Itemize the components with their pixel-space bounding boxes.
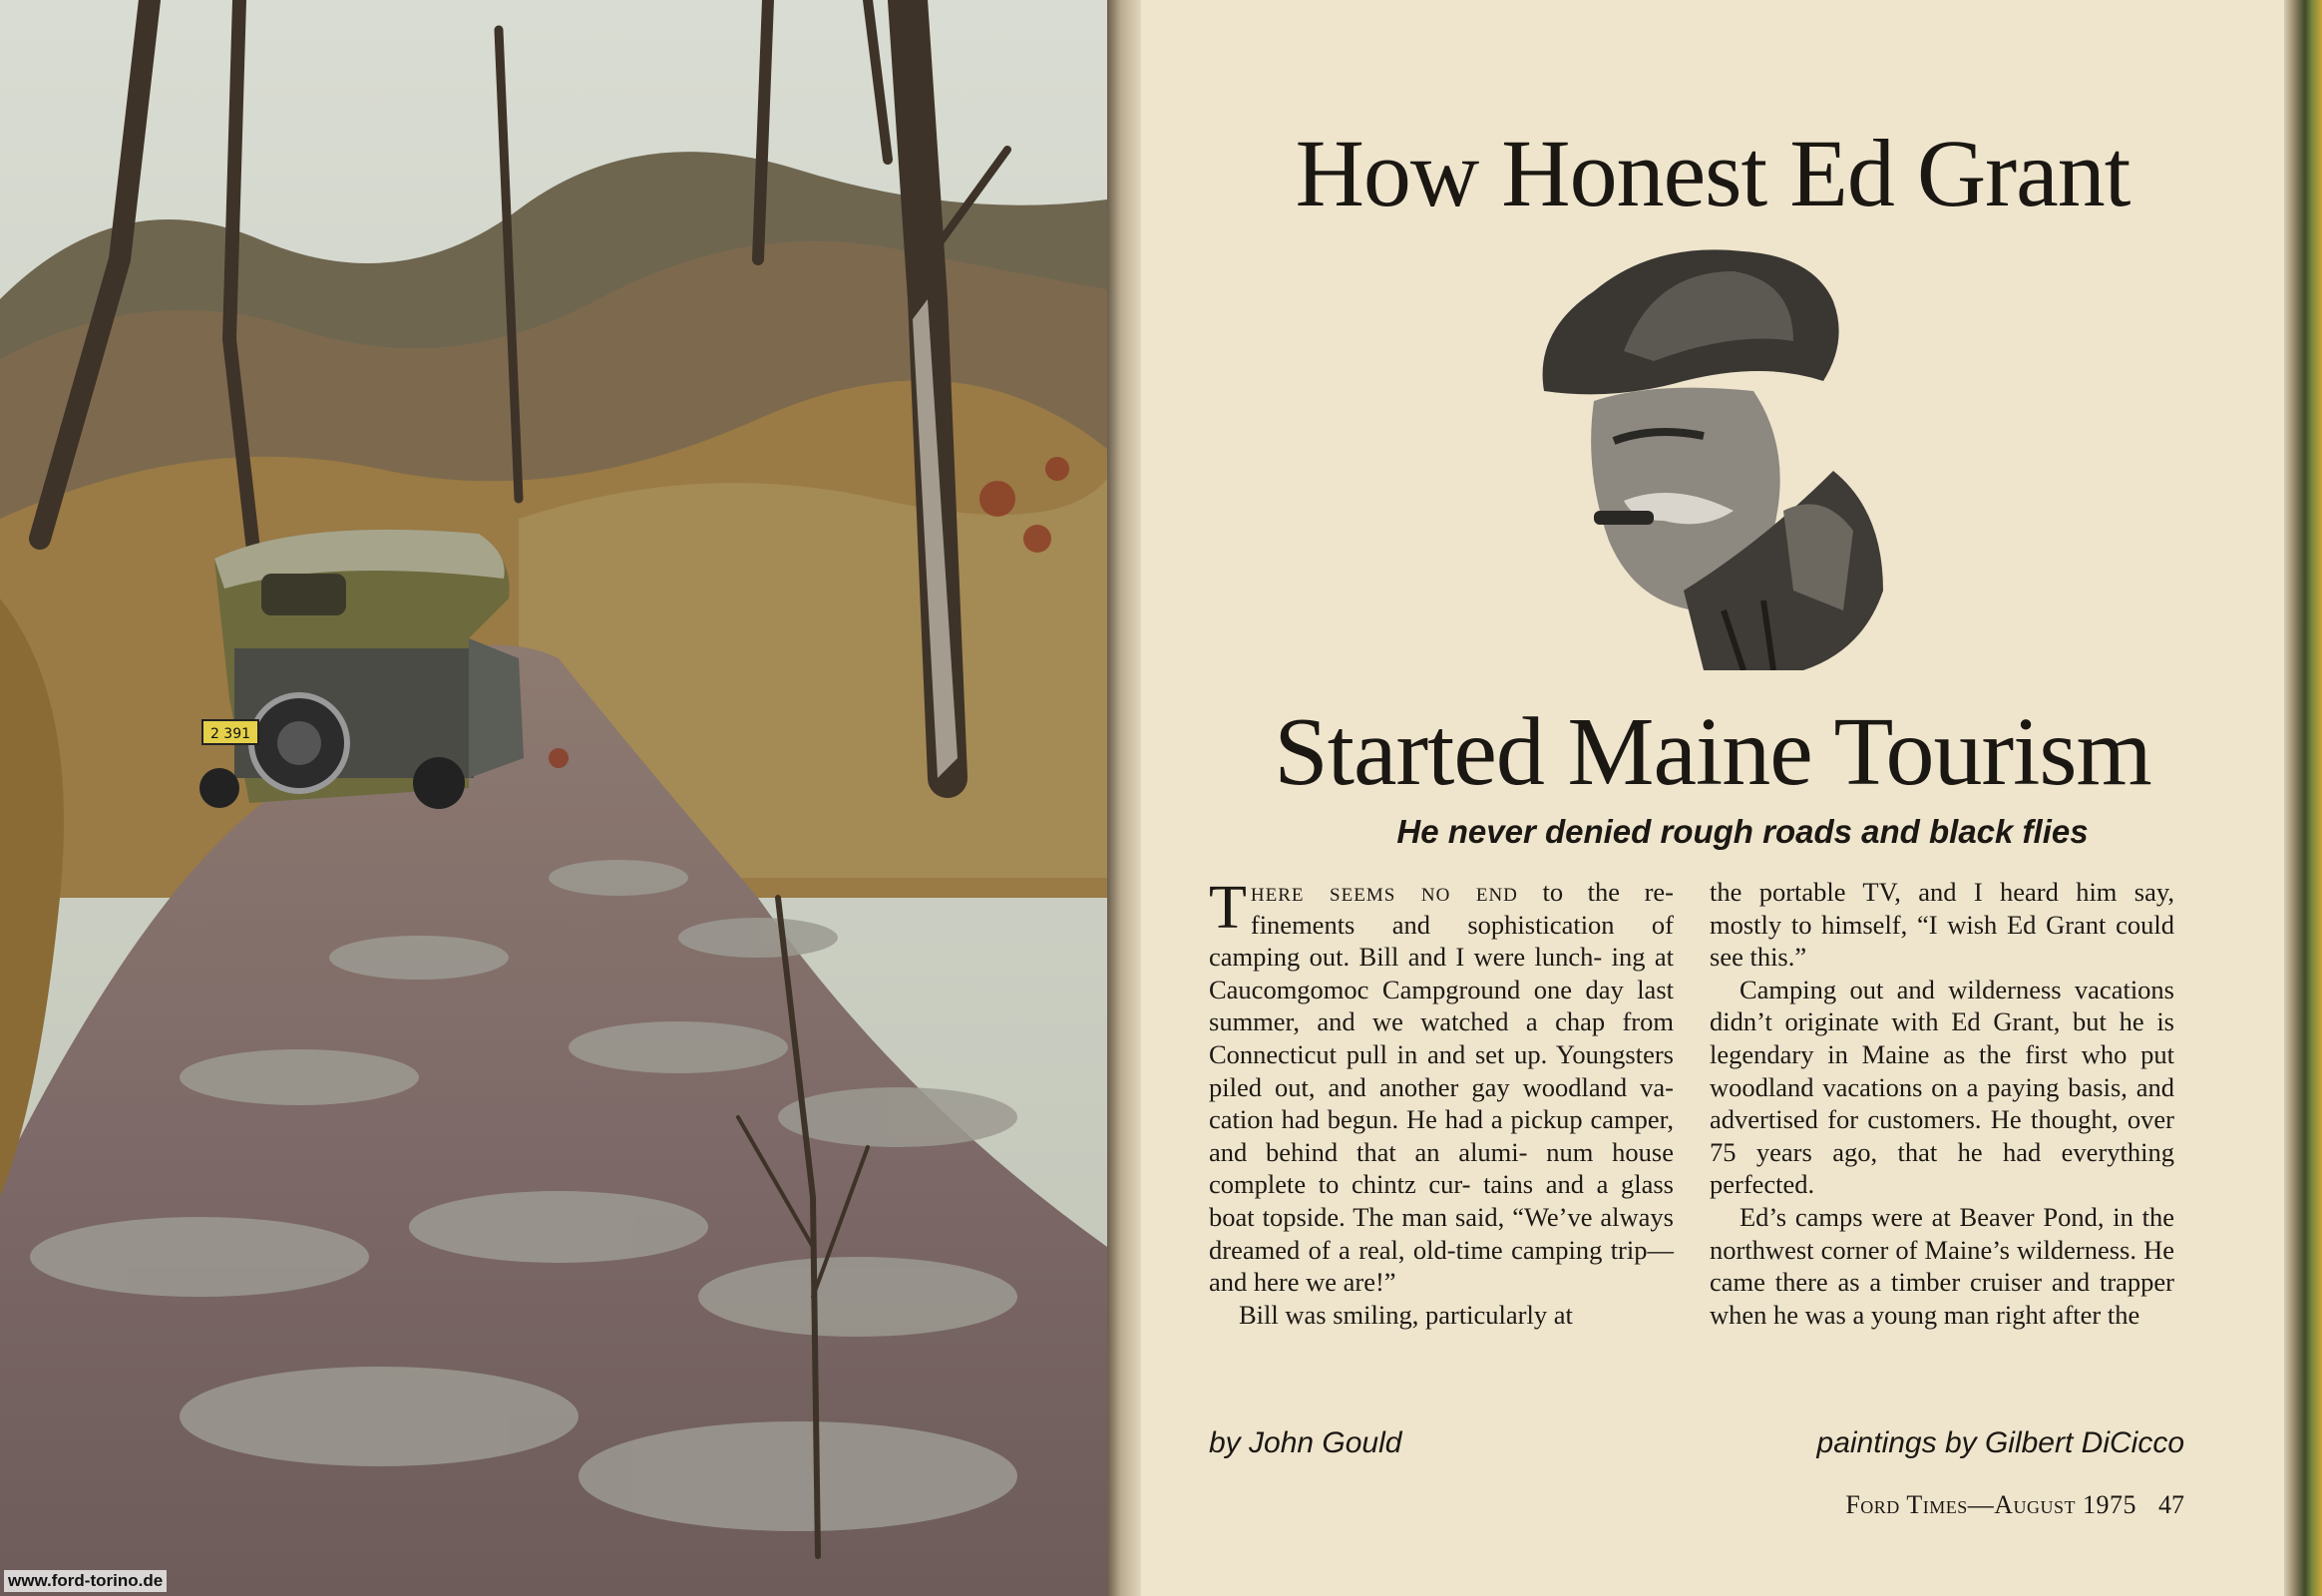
title-line-2: Started Maine Tourism <box>1274 698 2151 806</box>
paragraph-2-continued: the portable TV, and I heard him say, mostly to himself, “I wish Ed Grant could see this.” <box>1710 877 2174 973</box>
article-column-left <box>1209 876 1674 1331</box>
title-line-1: How Honest Ed Grant <box>1295 120 2130 226</box>
page-footer <box>1845 1490 2184 1520</box>
subtitle: He never denied rough roads and black flies <box>1396 813 2089 850</box>
page-number: 47 <box>2158 1490 2184 1519</box>
paragraph-1 <box>1209 876 1674 1299</box>
artist-credit: paintings by Gilbert DiCicco <box>1816 1426 2184 1459</box>
vintage-car <box>199 530 524 809</box>
paragraph-3: Camping out and wilderness vacations didn’t originate with Ed Grant, but he is legendary in Maine as the first who put woodland vacations on a paying basis, and advertised for customers. He thought, over 75 years ago, that he had everything perfected. <box>1710 974 2174 1200</box>
next-page-edge <box>2284 0 2322 1596</box>
painting-illustration <box>0 0 1107 1596</box>
page-gutter <box>1107 0 1141 1596</box>
article-page <box>1141 0 2284 1596</box>
author-byline: by John Gould <box>1209 1426 1402 1459</box>
watermark: www.ford-torino.de <box>4 1570 167 1592</box>
license-plate: 2 391 <box>209 726 251 742</box>
drop-cap: T <box>1209 874 1247 942</box>
paragraph-1-text: to the re- finements and sophistication of camping out. Bill and I were lunch- ing at Caucomgomoc Campground one day last summer, and we watched a chap from Connecticut pull in and set up. Youngsters piled out, and another gay woodland va- cation had begun. He had a pickup camper, and behind that an alumi- num house complete to chintz cur- tains and a glass boat topside. The man said, “We’ve always dreamed of a real, old-time camping trip— and here we are!” <box>1209 877 1674 1298</box>
lead-in-smallcaps: here seems no end <box>1250 877 1518 907</box>
article-column-right <box>1710 876 2174 1331</box>
paragraph-4: Ed’s camps were at Beaver Pond, in the northwest corner of Maine’s wilderness. He came there as a timber cruiser and trapper when he was a young man right after the <box>1710 1201 2174 1330</box>
publication-name: Ford Times—August 1975 <box>1845 1490 2136 1519</box>
roadside-painting <box>0 0 1107 1596</box>
ed-grant-portrait <box>1504 211 1923 670</box>
paragraph-2: Bill was smiling, particularly at <box>1239 1299 1573 1330</box>
